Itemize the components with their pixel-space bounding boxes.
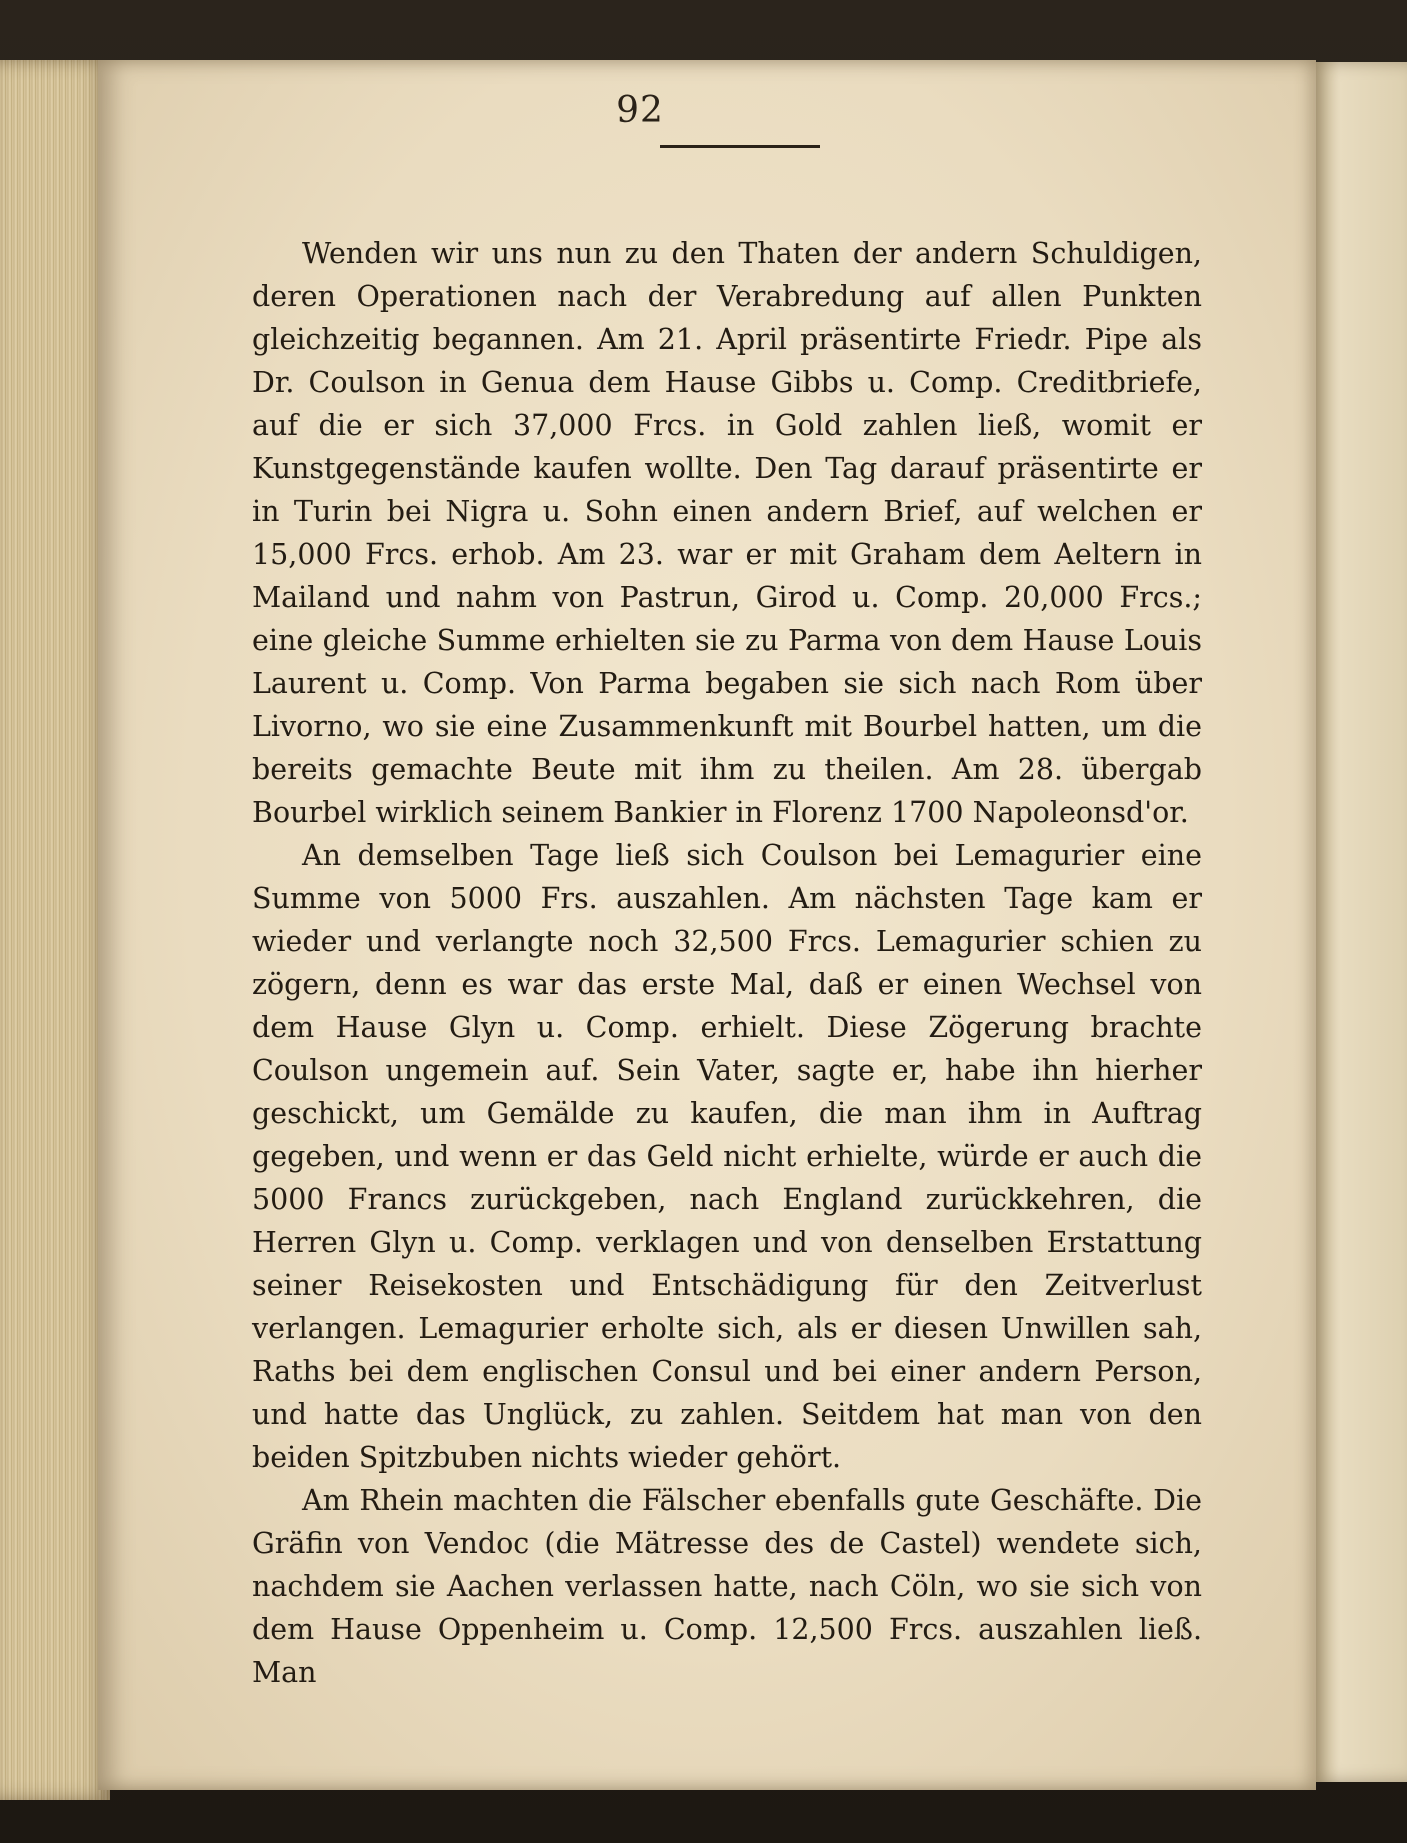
body-text bbox=[252, 232, 1202, 1694]
paragraph-3: Am Rhein machten die Fälscher ebenfalls gute Geschäfte. Die Gräfin von Vendoc (die Mätresse des de Castel) wendete sich, nachdem sie Aachen verlassen hatte, nach Cöln, wo sie sich von dem Hause Oppenheim u. Comp. 12,500 Frcs. auszahlen ließ. Man bbox=[252, 1484, 1202, 1689]
paragraph-2: An demselben Tage ließ sich Coulson bei Lemagurier eine Summe von 5000 Frs. auszahlen. Am nächsten Tage kam er wieder und verlangte noch 32,500 Frcs. Lemagurier schien zu zögern, denn es war das erste Mal, daß er einen Wechsel von dem Hause Glyn u. Comp. erhielt. Diese Zögerung brachte Coulson ungemein auf. Sein Vater, sagte er, habe ihn hierher geschickt, um Gemälde zu kaufen, die man ihm in Auftrag gegeben, und wenn er das Geld nicht erhielte, würde er auch die 5000 Francs zurückgeben, nach England zurückkehren, die Herren Glyn u. Comp. verklagen und von denselben Erstattung seiner Reisekosten und Entschädigung für den Zeitverlust verlangen. Lemagurier erholte sich, als er diesen Unwillen sah, Raths bei dem englischen Consul und bei einer andern Person, und hatte das Unglück, zu zahlen. Seitdem hat man von den beiden Spitzbuben nichts wieder gehört. bbox=[252, 839, 1202, 1474]
page-number: 92 bbox=[616, 90, 664, 131]
facing-page-edge bbox=[1310, 62, 1407, 1782]
page-edges-left bbox=[0, 60, 110, 1800]
header-rule bbox=[660, 145, 820, 148]
paragraph-1: Wenden wir uns nun zu den Thaten der andern Schuldigen, deren Operationen nach der Verabredung auf allen Punkten gleichzeitig begannen. Am 21. April präsentirte Friedr. Pipe als Dr. Coulson in Genua dem Hause Gibbs u. Comp. Creditbriefe, auf die er sich 37,000 Frcs. in Gold zahlen ließ, womit er Kunstgegenstände kaufen wollte. Den Tag darauf präsentirte er in Turin bei Nigra u. Sohn einen andern Brief, auf welchen er 15,000 Frcs. erhob. Am 23. war er mit Graham dem Aeltern in Mailand und nahm von Pastrun, Girod u. Comp. 20,000 Frcs.; eine gleiche Summe erhielten sie zu Parma von dem Hause Louis Laurent u. Comp. Von Parma begaben sie sich nach Rom über Livorno, wo sie eine Zusammenkunft mit Bourbel hatten, um die bereits gemachte Beute mit ihm zu theilen. Am 28. übergab Bourbel wirklich seinem Bankier in Florenz 1700 Napoleonsd'or. bbox=[252, 237, 1202, 829]
